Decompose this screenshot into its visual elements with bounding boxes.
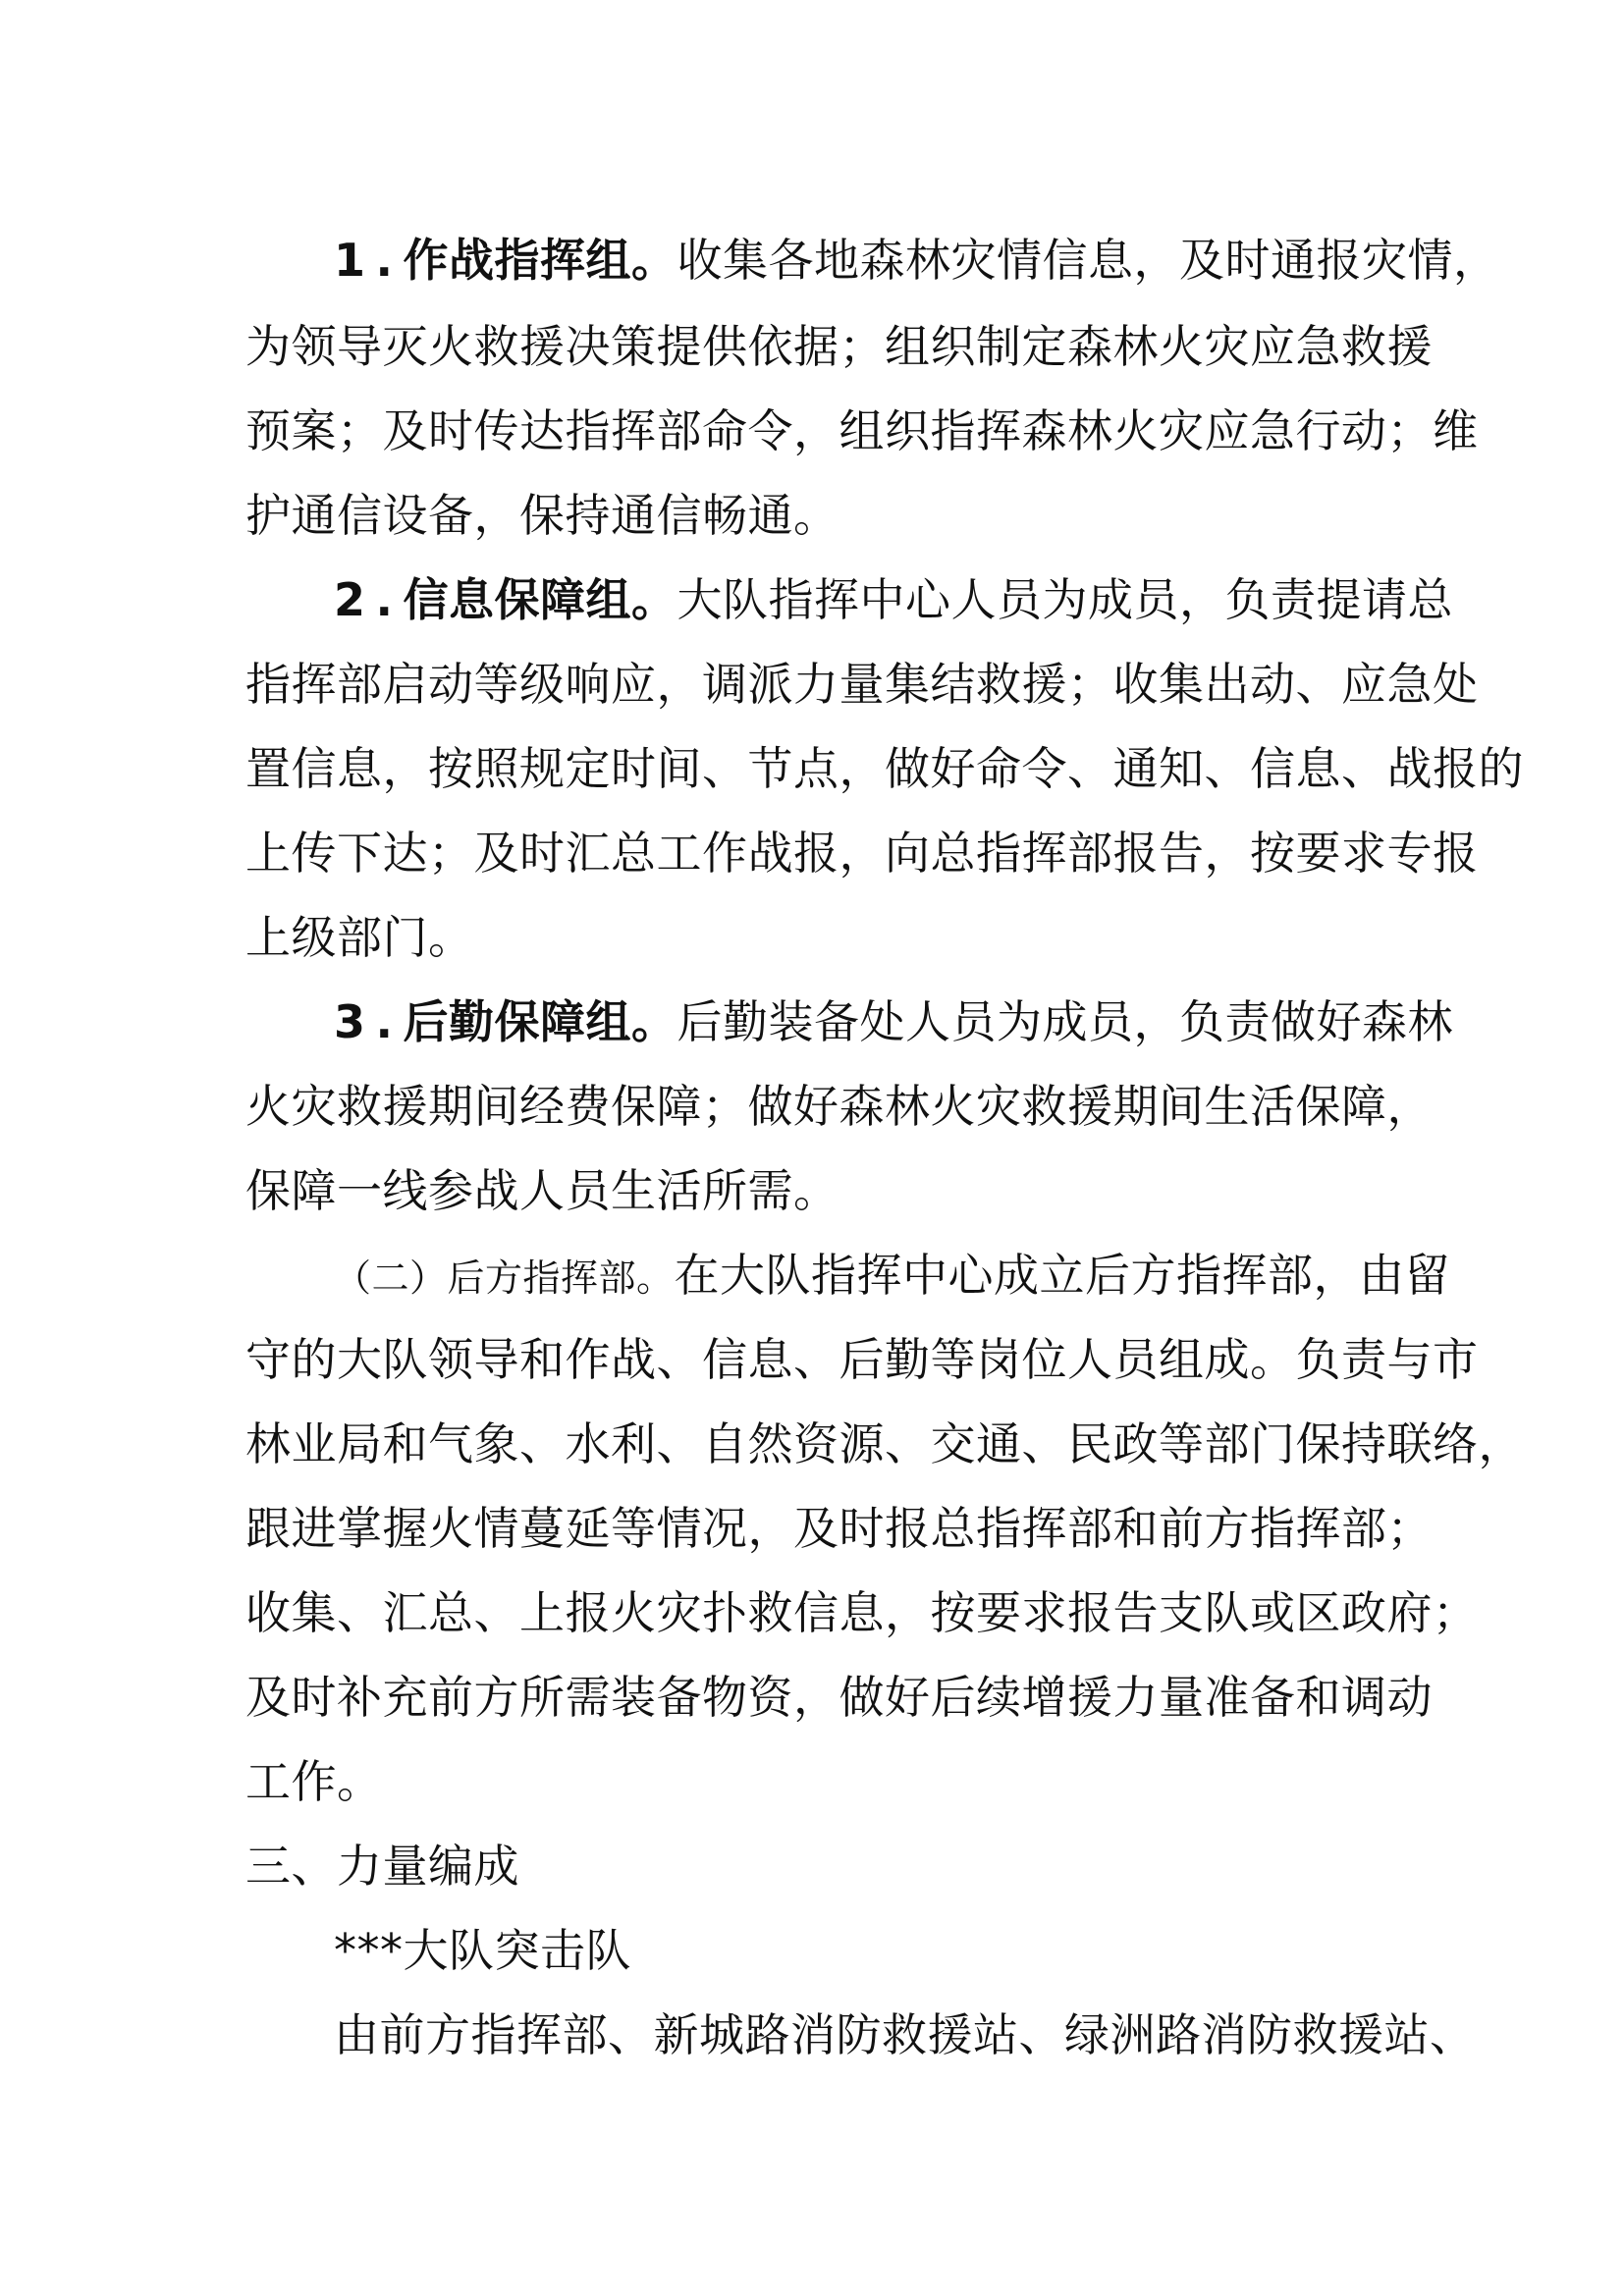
paragraph-2-line-2: 指挥部启动等级响应，调派力量集结救援；收集出动、应急处: [245, 658, 1479, 711]
paragraph-3-line-1: [334, 993, 1473, 1050]
heading-dot: .: [375, 573, 394, 626]
heading-number: 3: [334, 995, 366, 1048]
subheading: ***大队突击队: [334, 1924, 631, 1977]
paragraph-4-line-1: [334, 1247, 1473, 1307]
heading-dot: .: [375, 234, 394, 287]
paragraph-text: 大队指挥中心人员为成员，负责提请总: [677, 573, 1453, 626]
paragraph-3-line-3: 保障一线参战人员生活所需。: [245, 1164, 839, 1217]
paragraph-4-line-7: 工作。: [245, 1755, 383, 1808]
paragraph-2-line-1: [334, 571, 1473, 628]
heading-title: 后勤保障组。: [403, 995, 677, 1048]
paragraph-text: 后勤装备处人员为成员，负责做好森林: [677, 995, 1453, 1048]
sub-heading-prefix: （二）后方指挥部。: [334, 1256, 675, 1300]
heading-title: 信息保障组。: [403, 573, 677, 626]
heading-number: 1: [334, 234, 366, 287]
paragraph-1-line-2: 为领导灭火救援决策提供依据；组织制定森林火灾应急救援: [245, 320, 1433, 373]
paragraph-4-line-2: 守的大队领导和作战、信息、后勤等岗位人员组成。负责与市: [245, 1333, 1479, 1386]
paragraph-5-line-1: 由前方指挥部、新城路消防救援站、绿洲路消防救援站、: [334, 2008, 1476, 2061]
section-heading: 三、力量编成: [245, 1840, 519, 1893]
paragraph-1-line-4: 护通信设备，保持通信畅通。: [245, 489, 839, 542]
paragraph-4-line-4: 跟进掌握火情蔓延等情况，及时报总指挥部和前方指挥部；: [245, 1502, 1433, 1555]
paragraph-3-line-2: 火灾救援期间经费保障；做好森林火灾救援期间生活保障，: [245, 1080, 1433, 1133]
paragraph-2-line-4: 上传下达；及时汇总工作战报，向总指挥部报告，按要求专报: [245, 827, 1479, 880]
heading-title: 作战指挥组。: [403, 234, 677, 287]
heading-dot: .: [375, 995, 394, 1048]
paragraph-4-line-5: 收集、汇总、上报火灾扑救信息，按要求报告支队或区政府；: [245, 1586, 1479, 1639]
paragraph-text: 收集各地森林灾情信息，及时通报灾情，: [677, 234, 1499, 287]
paragraph-1-line-1: [334, 232, 1499, 289]
paragraph-text: 在大队指挥中心成立后方指挥部，由留: [674, 1249, 1451, 1302]
heading-number: 2: [334, 573, 366, 626]
paragraph-4-line-3: 林业局和气象、水利、自然资源、交通、民政等部门保持联络，: [245, 1417, 1524, 1470]
paragraph-2-line-3: 置信息，按照规定时间、节点，做好命令、通知、信息、战报的: [245, 742, 1524, 795]
paragraph-4-line-6: 及时补充前方所需装备物资，做好后续增援力量准备和调动: [245, 1671, 1433, 1724]
paragraph-2-line-5: 上级部门。: [245, 911, 474, 964]
paragraph-1-line-3: 预案；及时传达指挥部命令，组织指挥森林火灾应急行动；维: [245, 404, 1479, 457]
